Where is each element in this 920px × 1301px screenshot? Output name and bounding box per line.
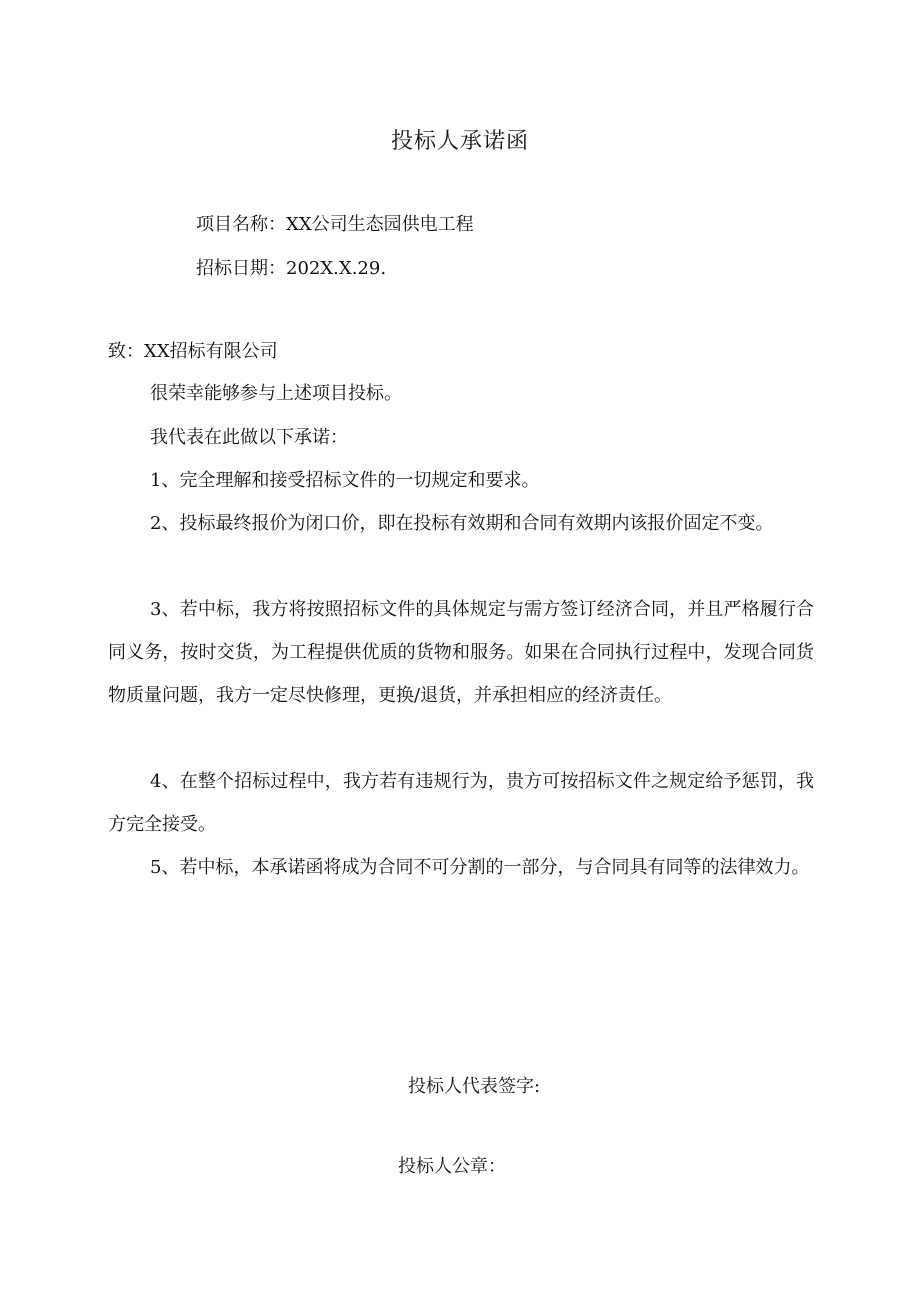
addressee-line: 致：XX招标有限公司 bbox=[108, 341, 278, 362]
commitment-item-5: 5、若中标，本承诺函将成为合同不可分割的一部分，与合同具有同等的法律效力。 bbox=[150, 857, 810, 878]
commitment-item-2: 2、投标最终报价为闭口价，即在投标有效期和合同有效期内该报价固定不变。 bbox=[150, 513, 774, 534]
tender-date-line: 招标日期：202X.X.29. bbox=[196, 258, 387, 279]
commitment-item-3: 3、若中标，我方将按照招标文件的具体规定与需方签订经济合同，并且严格履行合同义务，按时交货，为工程提供优质的货物和服务。如果在合同执行过程中，发现合同货物质量问题，我方一定尽快修理，更换/退货，并承担相应的经济责任。 bbox=[108, 599, 814, 706]
intro-paragraph-1: 很荣幸能够参与上述项目投标。 bbox=[150, 383, 402, 404]
commitment-item-4: 4、在整个招标过程中，我方若有违规行为，贵方可按招标文件之规定给予惩罚，我方完全接受。 bbox=[108, 771, 814, 835]
commitment-item-1: 1、完全理解和接受招标文件的一切规定和要求。 bbox=[150, 470, 540, 491]
project-name-line: 项目名称：XX公司生态园供电工程 bbox=[196, 214, 474, 235]
bidder-official-seal-label: 投标人公章： bbox=[398, 1156, 506, 1177]
bidder-representative-signature-label: 投标人代表签字: bbox=[408, 1076, 541, 1097]
document-title: 投标人承诺函 bbox=[390, 129, 529, 154]
intro-paragraph-2: 我代表在此做以下承诺： bbox=[150, 427, 348, 448]
